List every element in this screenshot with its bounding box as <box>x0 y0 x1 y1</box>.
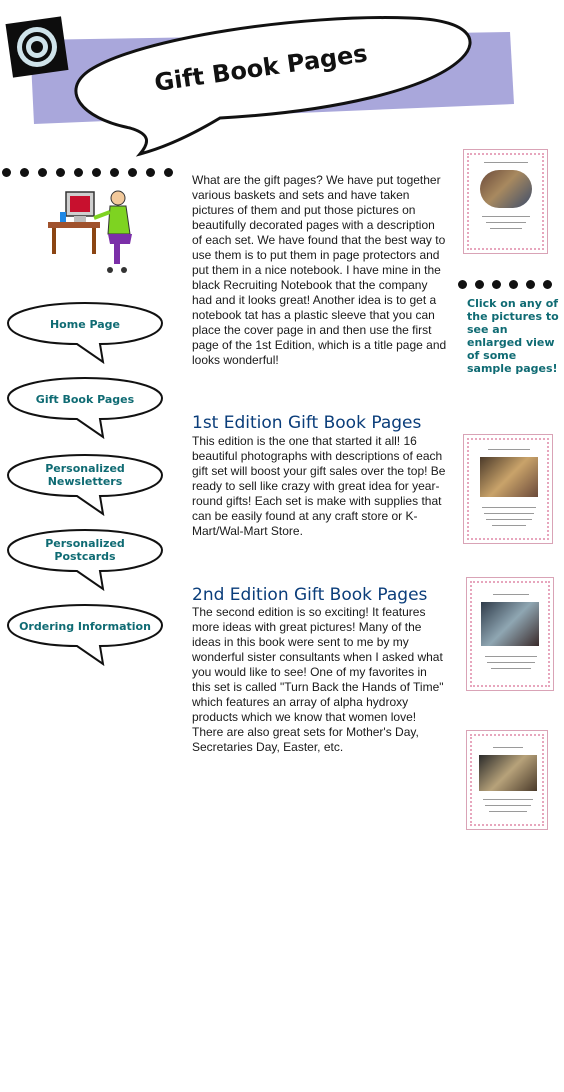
right-dotted-divider <box>458 280 552 289</box>
thumbnail-text-line <box>492 525 526 526</box>
thumbnail-text-line <box>484 513 534 514</box>
computer-user-icon <box>44 182 144 278</box>
thumbnail-text-line <box>482 507 536 508</box>
thumbnail-photo <box>481 602 539 646</box>
nav-label: Gift Book Pages <box>35 393 135 406</box>
sample-page-thumbnail[interactable] <box>463 149 548 254</box>
thumbnail-text-line <box>491 668 531 669</box>
target-logo-icon <box>6 16 69 77</box>
nav-personalized-newsletters[interactable] <box>5 452 167 522</box>
nav-ordering-information[interactable] <box>5 602 167 672</box>
first-edition-thumbnail[interactable] <box>463 434 553 544</box>
second-edition-thumbnail-1[interactable] <box>466 577 554 691</box>
thumbnail-text-line <box>486 519 532 520</box>
page-title: Gift Book Pages <box>152 39 370 97</box>
thumbnail-text-line <box>482 216 530 217</box>
first-edition-paragraph: This edition is the one that started it all! 16 beautiful photographs with descriptions of each gift set will boost your gift sales over the top! Be ready to sell like crazy with great idea for year-round gifts! Each set is make with supplies that can be easily found at any craft store or K-Mart/Wal-Mart Store. <box>192 434 446 538</box>
first-edition-heading: 1st Edition Gift Book Pages <box>192 413 422 433</box>
nav-personalized-postcards[interactable] <box>5 527 167 597</box>
thumbnail-text-line <box>490 228 522 229</box>
thumbnail-text-line <box>485 656 537 657</box>
nav-gift-book-pages[interactable] <box>5 375 167 445</box>
thumbnail-photo <box>480 170 532 208</box>
intro-paragraph: What are the gift pages? We have put together various baskets and sets and have taken pictures of them and put those pictures on beautifully decorated pages with a description of each set. We have found that the best way to use them is to put them in page protectors and put them in a nice notebook. I have mine in the black Recruiting Notebook that the company had and it looks great! Another idea is to get a notebook tat has a plastic sleeve that you can place the cover page in and then use the first page of the 1st Edition, which is a title page and looks wonderful! <box>192 173 447 367</box>
left-dotted-divider <box>2 168 173 177</box>
speech-bubble-shape <box>5 375 167 445</box>
thumbnail-text-line <box>486 222 526 223</box>
thumbnail-text-line <box>493 594 529 595</box>
thumbnail-text-line <box>484 162 528 163</box>
nav-label: Home Page <box>49 318 121 331</box>
thumbnail-photo <box>480 457 538 497</box>
speech-bubble-shape <box>5 300 167 370</box>
thumbnail-text-line <box>493 747 523 748</box>
title-speech-bubble <box>76 18 470 154</box>
thumbnail-text-line <box>485 805 531 806</box>
nav-label: Personalized Newsletters <box>45 462 125 488</box>
page-header <box>0 0 564 160</box>
nav-label: Ordering Information <box>19 620 151 633</box>
thumbnail-text-line <box>488 449 530 450</box>
thumbnail-photo <box>479 755 537 791</box>
thumbnail-text-line <box>489 811 527 812</box>
nav-label: Personalized Postcards <box>45 537 125 563</box>
second-edition-heading: 2nd Edition Gift Book Pages <box>192 585 428 605</box>
thumbnail-text-line <box>483 799 533 800</box>
second-edition-thumbnail-2[interactable] <box>466 730 548 830</box>
nav-home-page[interactable] <box>5 300 167 370</box>
thumbnail-text-line <box>487 662 535 663</box>
thumbnail-hint: Click on any of the pictures to see an enlarged view of some sample pages! <box>467 297 559 375</box>
second-edition-paragraph: The second edition is so exciting! It features more ideas with great pictures! Many of the ideas in this book were sent to me by my wonderful sister consultants when I asked what you would like to see! One of my favorites in this set is called "Turn Back the Hands of Time" which features an array of alpha hydroxy products which we know that women love! There are also great sets for Mother's Day, Secretaries Day, Easter, etc. <box>192 605 444 754</box>
speech-bubble-shape <box>5 602 167 672</box>
